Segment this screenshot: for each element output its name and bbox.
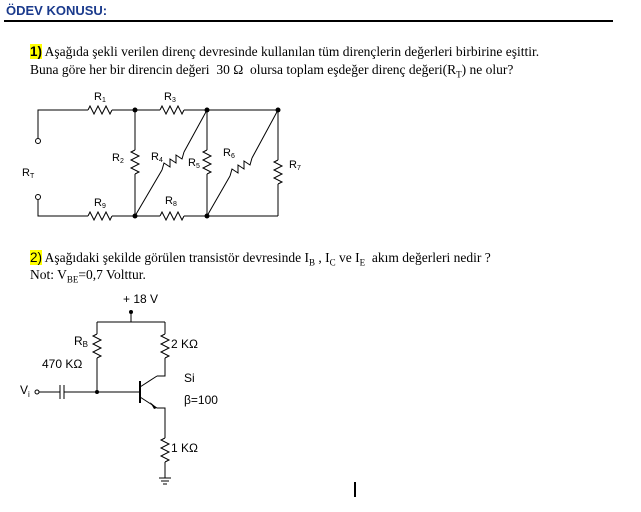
re-value: 1 KΩ: [171, 441, 198, 455]
label-r4: R4: [151, 151, 163, 164]
transistor-circuit-wires: [35, 314, 171, 484]
beta-label: β=100: [184, 393, 218, 407]
label-r3: R3: [164, 91, 176, 104]
label-r2: R2: [112, 152, 124, 165]
transistor-circuit-nodes: [95, 310, 157, 409]
label-r5: R5: [188, 157, 200, 170]
question-2-text-a: Aşağıdaki şekilde görülen transistör devresinde I: [44, 250, 309, 265]
label-r8: R8: [165, 195, 177, 208]
question-2-number: 2): [30, 250, 43, 265]
question-1-text-a: Buna göre her bir direncin değeri: [30, 62, 210, 77]
supply-terminal: [129, 310, 133, 314]
text-cursor: [354, 482, 356, 497]
note-sub: BE: [66, 274, 79, 285]
material-label: Si: [184, 371, 195, 385]
page-title: ÖDEV KONUSU:: [6, 3, 108, 18]
label-r7: R7: [289, 159, 301, 172]
question-2-text-c: ve I: [339, 250, 360, 265]
question-1-sub: T: [456, 69, 462, 80]
label-r9: R9: [94, 197, 106, 210]
label-r1: R1: [94, 91, 106, 104]
question-2-text-b: , I: [318, 250, 330, 265]
vi-label: $V_i$: [20, 383, 30, 399]
rb-value: 470 KΩ: [42, 357, 83, 371]
note-text-a: Not: V: [30, 267, 67, 282]
question-1-text: Aşağıda şekli verilen direnç devresinde kullanılan tüm dirençlerin değerleri birbirine eşittir.: [44, 44, 540, 59]
question-1-number: 1): [30, 44, 43, 59]
ic-sub: C: [329, 257, 336, 268]
resistor-value: 30 Ω: [216, 62, 244, 77]
rc-value: 2 KΩ: [171, 337, 198, 351]
ib-sub: B: [308, 257, 315, 268]
label-rb: RB: [74, 334, 89, 349]
label-rt: RT: [22, 167, 35, 180]
supply-label: + 18 V: [123, 292, 159, 306]
question-1-text-b: olursa toplam eşdeğer direnç değeri(R: [249, 62, 457, 77]
emitter-arrow: [150, 402, 157, 409]
note-text-b: =0,7 Volttur.: [78, 267, 146, 282]
ie-sub: E: [359, 257, 366, 268]
question-2-text-d: akım değerleri nedir ?: [371, 250, 491, 265]
label-r6: R6: [223, 147, 235, 160]
question-1-text-c: ) ne olur?: [461, 62, 514, 77]
